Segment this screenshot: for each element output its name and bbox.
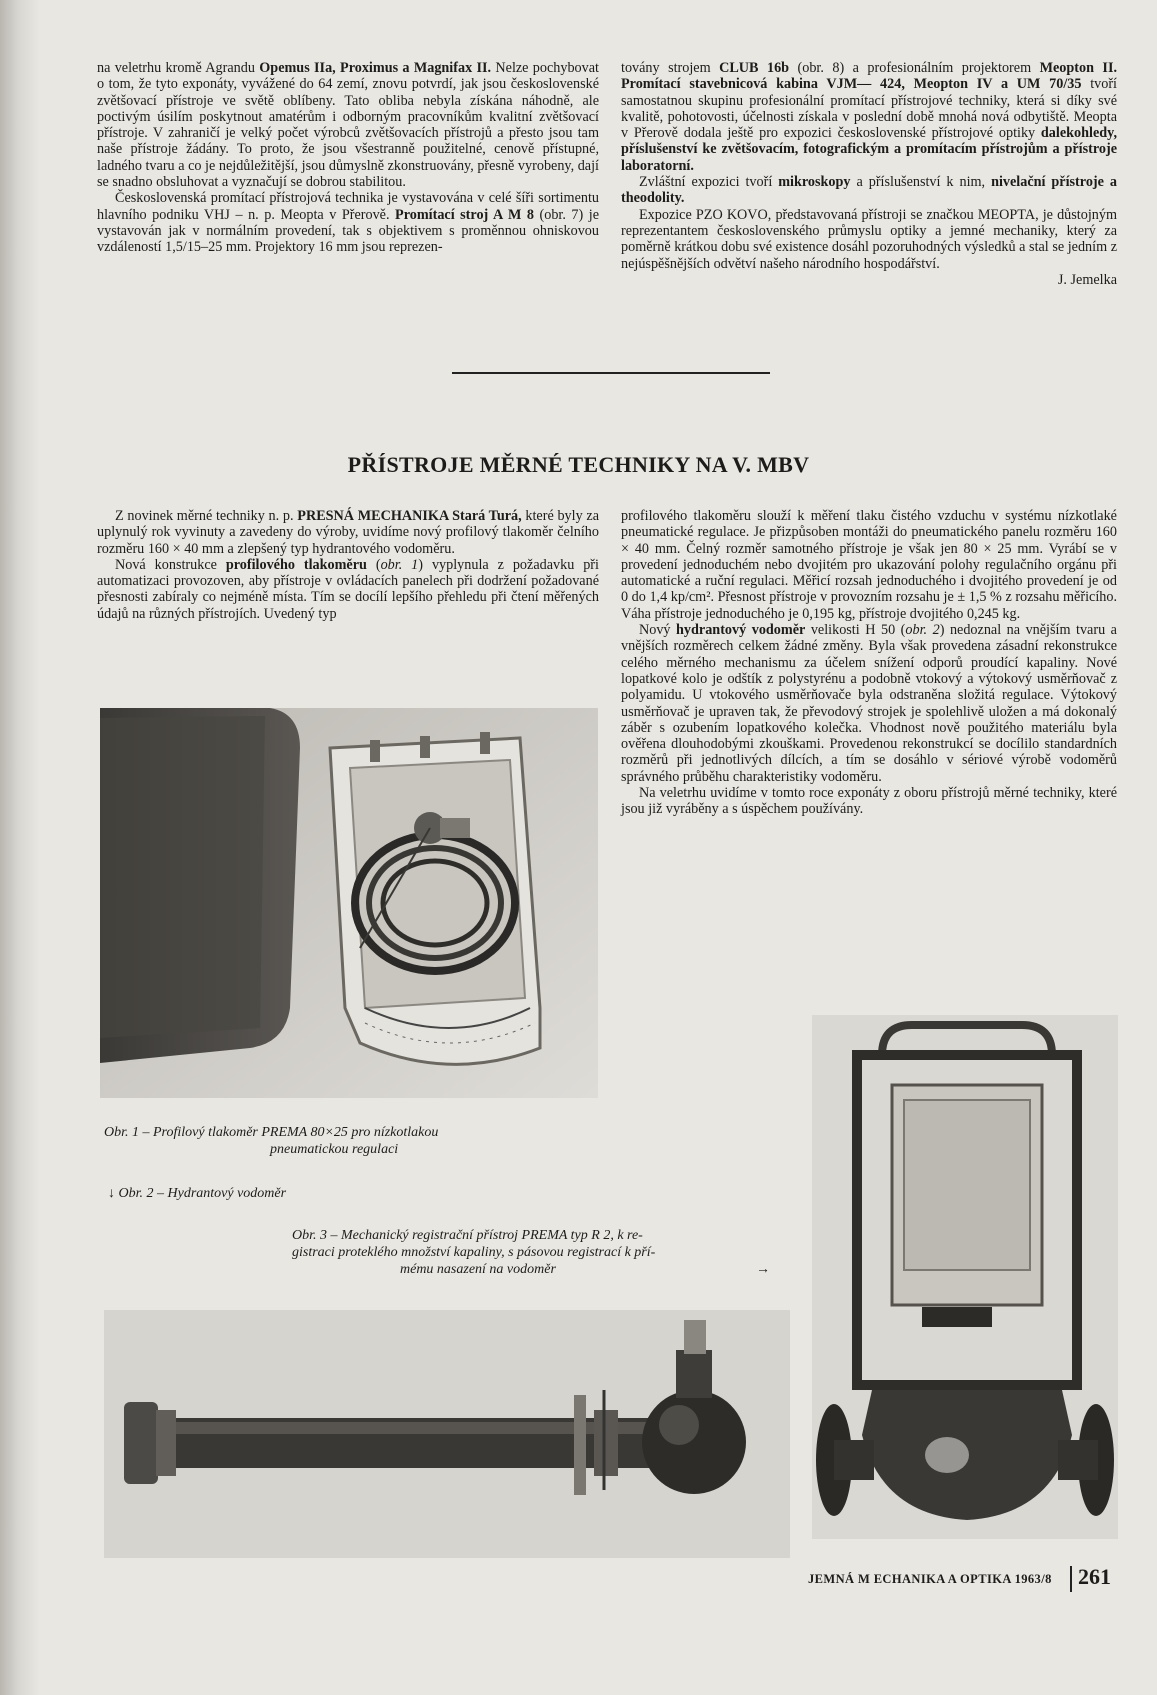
paragraph: továny strojem CLUB 16b (obr. 8) a profesionálním projektorem Meopton II. Promítací stavebnicová kabina VJM— 424, Meopton IV a UM 70/35 tvoří samostatnou skupinu profesionální promítací přístrojové techniky, která si díky své kvalitě, pohotovosti, účelnosti získala v poslední době mnohá nová odbytiště. Meopta v Přerově dodala ještě pro expozici československé přístrojové optiky dalekohledy, příslušenství ke zvětšovacím, fotografickým a promítacím přístrojům a přístroje laboratorní. [621, 60, 1118, 174]
article-left-column [97, 508, 599, 622]
paragraph: Nový hydrantový vodoměr velikosti H 50 (obr. 2) nedoznal na vnějším tvaru a vnějších rozměrech celkem žádné změny. Byla však provedena zásadní rekonstrukce celého měrného mechanismu za účelem snížení odporů proudící kapaliny. Nové lopatkové kolo je odštík z polystyrénu a podobně vtokový a výtokový usměrňovač z polyamidu. U vtokového usměrňovače byla odstraněna složitá regulace. Výtokový usměrňovač je upraven tak, že převodový strojek je spolehlivě uložen a má dokonalý záběr s ozubením lopatkového kolečka. Vhodnost nově použitého materiálu byla ověřena dlouhodobými zkouškami. Provedenou rekonstrukcí se docílilo standardních rozměrů při jednotlivých dílcích, a tím se dosáhlo v sériové výrobě vodoměrů správného průběhu charakteristiky vodoměru. [621, 622, 1117, 785]
journal-footer: JEMNÁ M ECHANIKA A OPTIKA 1963/8 [808, 1572, 1052, 1586]
paragraph: na veletrhu kromě Agrandu Opemus IIa, Proximus a Magnifax II. Nelze pochybovat o tom, že tyto exponáty, vyvážené do 64 zemí, znovu potvrdí, jak jsou československé zvětšovací přístroje ve světě oblíbeny. Tato obliba nebyla získána náhodně, ale poctivým úsilím poskytnout amatérům i odborným pracovníkům kvalitní zvětšovací přístroje. V zahraničí je velký počet výrobců zvětšovacích přístrojů a přesto jsou tam naše přístroje žádány. To proto, že jsou všestranně použitelné, cenově přístupné, ladného tvaru a co je nejdůležitější, jsou důmyslně zkonstruovány, přesně vyrobeny, dají se snadno obsluhovat a vyznačují se dobrou stabilitou. [97, 60, 599, 191]
figure-3-caption: Obr. 3 – Mechanický registrační přístroj PREMA typ R 2, k re- gistraci proteklého množství kapaliny, s pásovou registrací k pří- mému nasazení na vodoměr → [292, 1228, 770, 1277]
registration-instrument-illustration [812, 1015, 1118, 1539]
pressure-gauge-illustration [100, 708, 598, 1098]
figure-3-photo [812, 1015, 1118, 1539]
article-right-column [621, 508, 1117, 818]
figure-1-photo [100, 708, 598, 1098]
binding-shadow [0, 0, 40, 1695]
paragraph: Na veletrhu uvidíme v tomto roce exponáty z oboru přístrojů měrné techniky, které jsou již vyráběny a s úspěchem používány. [621, 785, 1117, 818]
paragraph: Z novinek měrné techniky n. p. PRESNÁ MECHANIKA Stará Turá, které byly za uplynulý rok vyvinuty a zavedeny do výroby, uvidíme nový profilový tlakoměr čelního rozměru 160 × 40 mm a zlepšený typ hydrantového vodoměru. [97, 508, 599, 557]
figure-2-photo [104, 1310, 790, 1558]
continuation-right-column [621, 60, 1117, 288]
paragraph: Československá promítací přístrojová technika je vystavována v celé šíři sortimentu hlavního podniku VHJ – n. p. Meopta v Přerově. Promítací stroj A M 8 (obr. 7) je vystavován jak v normálním provedení, tak s objektivem s proměnnou ohniskovou vzdáleností 1,5/15–25 mm. Projektory 16 mm jsou reprezen- [97, 190, 599, 256]
figure-2-caption: ↓ Obr. 2 – Hydrantový vodoměr [108, 1186, 287, 1201]
continuation-left-column [97, 60, 599, 256]
paragraph: profilového tlakoměru slouží k měření tlaku čistého vzduchu v systému nízkotlaké pneumatické regulace. Je přizpůsoben montáži do pneumatického panelu rozměru 160 × 40 mm. Čelný rozměr samotného přístroje je však jen 80 × 25 mm. Vyrábí se v provedení jednoduchém nebo dvojitém pro ukazování polohy regulačního orgánu při automatické a ruční regulaci. Měřicí rozsah jednoduchého i dvojitého provedení je od 0 do 1,4 kp/cm². Přesnost přístroje v provozním rozsahu je ± 1,5 % z rozsahu měřicího. Váha přístroje jednoduchého je 0,195 kg, přístroje dvojitého 0,245 kg. [621, 508, 1117, 622]
footer-divider [1070, 1566, 1072, 1592]
page-number: 261 [1078, 1564, 1111, 1589]
paragraph: Nová konstrukce profilového tlakoměru (obr. 1) vyplynula z požadavku při automatizaci provozoven, aby přístroje v ovládacích panelech při dodržení požadované přesnosti zabíraly co nejméně místa. Tím se docílí lepšího přehledu při čtení měřených údajů na různých přístrojích. Uvedený typ [97, 556, 599, 622]
article-title: PŘÍSTROJE MĚRNÉ TECHNIKY NA V. MBV [347, 452, 810, 477]
paragraph: Expozice PZO KOVO, představovaná přístroji se značkou MEOPTA, je důstojným reprezentantem československého průmyslu optiky a jemné mechaniky, který za poměrně krátkou dobu své existence dosáhl pozoruhodných výsledků a stal se jedním z nejúspěšnějších odvětví našeho národního hospodářství. [621, 206, 1117, 272]
author-signature: J. Jemelka [1057, 271, 1117, 288]
figure-1-caption: Obr. 1 – Profilový tlakoměr PREMA 80×25 pro nízkotlakou pneumatickou regulaci [104, 1125, 439, 1157]
section-divider [452, 372, 770, 374]
water-meter-illustration [104, 1310, 790, 1558]
paragraph: Zvláštní expozici tvoří mikroskopy a příslušenství k nim, nivelační přístroje a theodolity. [621, 174, 1117, 207]
